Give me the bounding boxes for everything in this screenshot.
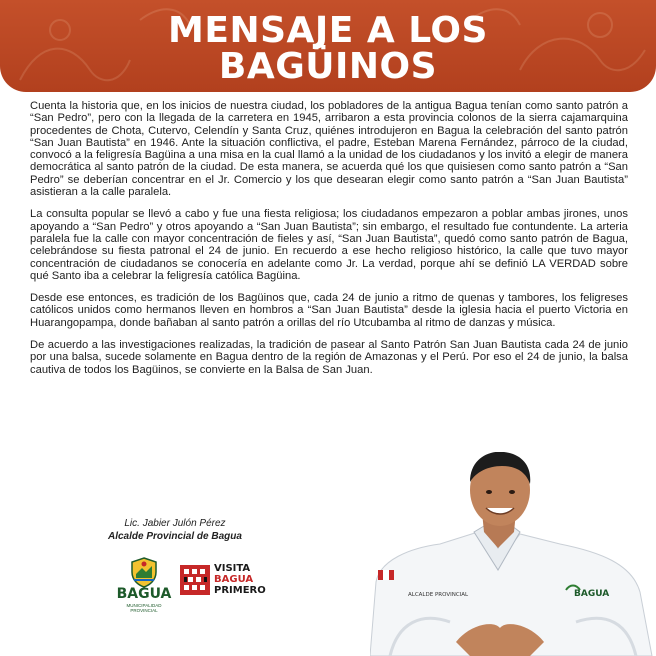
signatory-role: Alcalde Provincial de Bagua xyxy=(108,531,242,542)
visita-logo-text xyxy=(214,563,266,596)
paragraph: Cuenta la historia que, en los inicios de nuestra ciudad, los pobladores de la antigua Bagua tenían como santo patrón a “San Pedro”, pero con la llegada de la carretera en 1945, arribaron a esta provincia colonos de la sierra cajamarquina procedentes de Chota, Cutervo, Celendín y Santa Cruz, quiénes introdujeron en Bagua la celebración del santo patrón “San Juan Bautista” en 1946. Ante la situación conflictiva, el padre, Esteban Marena Fernández, párroco de la ciudad, convocó a la feligresía Bagüina a una misa en la cual llamó a la unidad de los ciudadanos y los invitó a elegir de manera democrática al santo patrón de la ciudad. De esta manera, se acuerda qué los que quisiesen como santo patrón a “San Pedro” se deberían concentrar en el Jr. Comercio y los que desearan elegir como santo patrón a “San Juan Bautista” asistieran a la calle paralela. xyxy=(30,100,628,199)
bagua-logo-subtitle: MUNICIPALIDAD PROVINCIAL xyxy=(126,603,162,613)
page-title-line-1: MENSAJE A LOS xyxy=(168,10,488,51)
signatory-name: Lic. Jabier Julón Pérez xyxy=(124,518,226,529)
paragraph: La consulta popular se llevó a cabo y fue una fiesta religiosa; los ciudadanos empezaron a poblar ambas jirones, unos apoyando a “San Pedro” y otros apoyando a “San Juan Bautista”; sin embargo, el resultado fue contundente. La arteria paralela fue la calle con mayor concentración de fieles y así, “San Juan Bautista”, quedó como santo patrón de Bagua, celebrándose su fiesta patronal el 24 de junio. En recuerdo a ese hecho religioso histórico, la calle que tuvo mayor concentración de ciudadanos se conocería en adelante como Jr. La verdad, porque ahí se definió LA VERDAD sobre qué Santo iba a celebrar la feligresía católica Bagüina. xyxy=(30,208,628,282)
paragraph: Desde ese entonces, es tradición de los Bagüinos que, cada 24 de junio a ritmo de quenas y tambores, los feligreses católicos unidos como hermanos lleven en hombros a “San Juan Bautista” desde la iglesia hacia el puerto Victoria en Huarangopampa, donde bañaban al santo patrón a orillas del río Utcubamba al ritmo de danzas y música. xyxy=(30,292,628,329)
bagua-logo-word: BAGUA xyxy=(116,586,172,602)
visita-logo-line-1: VISITA xyxy=(214,563,251,574)
title-banner xyxy=(0,0,656,92)
visita-logo-line-3: PRIMERO xyxy=(214,585,266,596)
signature-block xyxy=(108,518,242,542)
paragraph: De acuerdo a las investigaciones realizadas, la tradición de pasear al Santo Patrón San Juan Bautista cada 24 de junio por una balsa, sucede solamente en Bagua dentro de la región de Amazonas y el Perú. Por eso el 24 de junio, la balsa cautiva de todos los Bagüinos, se convierte en la Balsa de San Juan. xyxy=(30,339,628,376)
visita-logo-line-2: BAGUA xyxy=(214,574,254,585)
shirt-label-text: ALCALDE PROVINCIAL xyxy=(408,592,469,598)
bagua-municipality-logo xyxy=(114,556,174,612)
coat-of-arms-icon xyxy=(128,556,160,588)
shirt-badge-text: BAGUA xyxy=(574,589,610,599)
message-body xyxy=(30,100,628,386)
page-title-line-2: BAGÜINOS xyxy=(218,46,438,87)
visita-logo-mark-icon xyxy=(180,565,210,595)
mayor-portrait xyxy=(370,452,656,656)
visita-bagua-primero-logo xyxy=(180,563,280,599)
